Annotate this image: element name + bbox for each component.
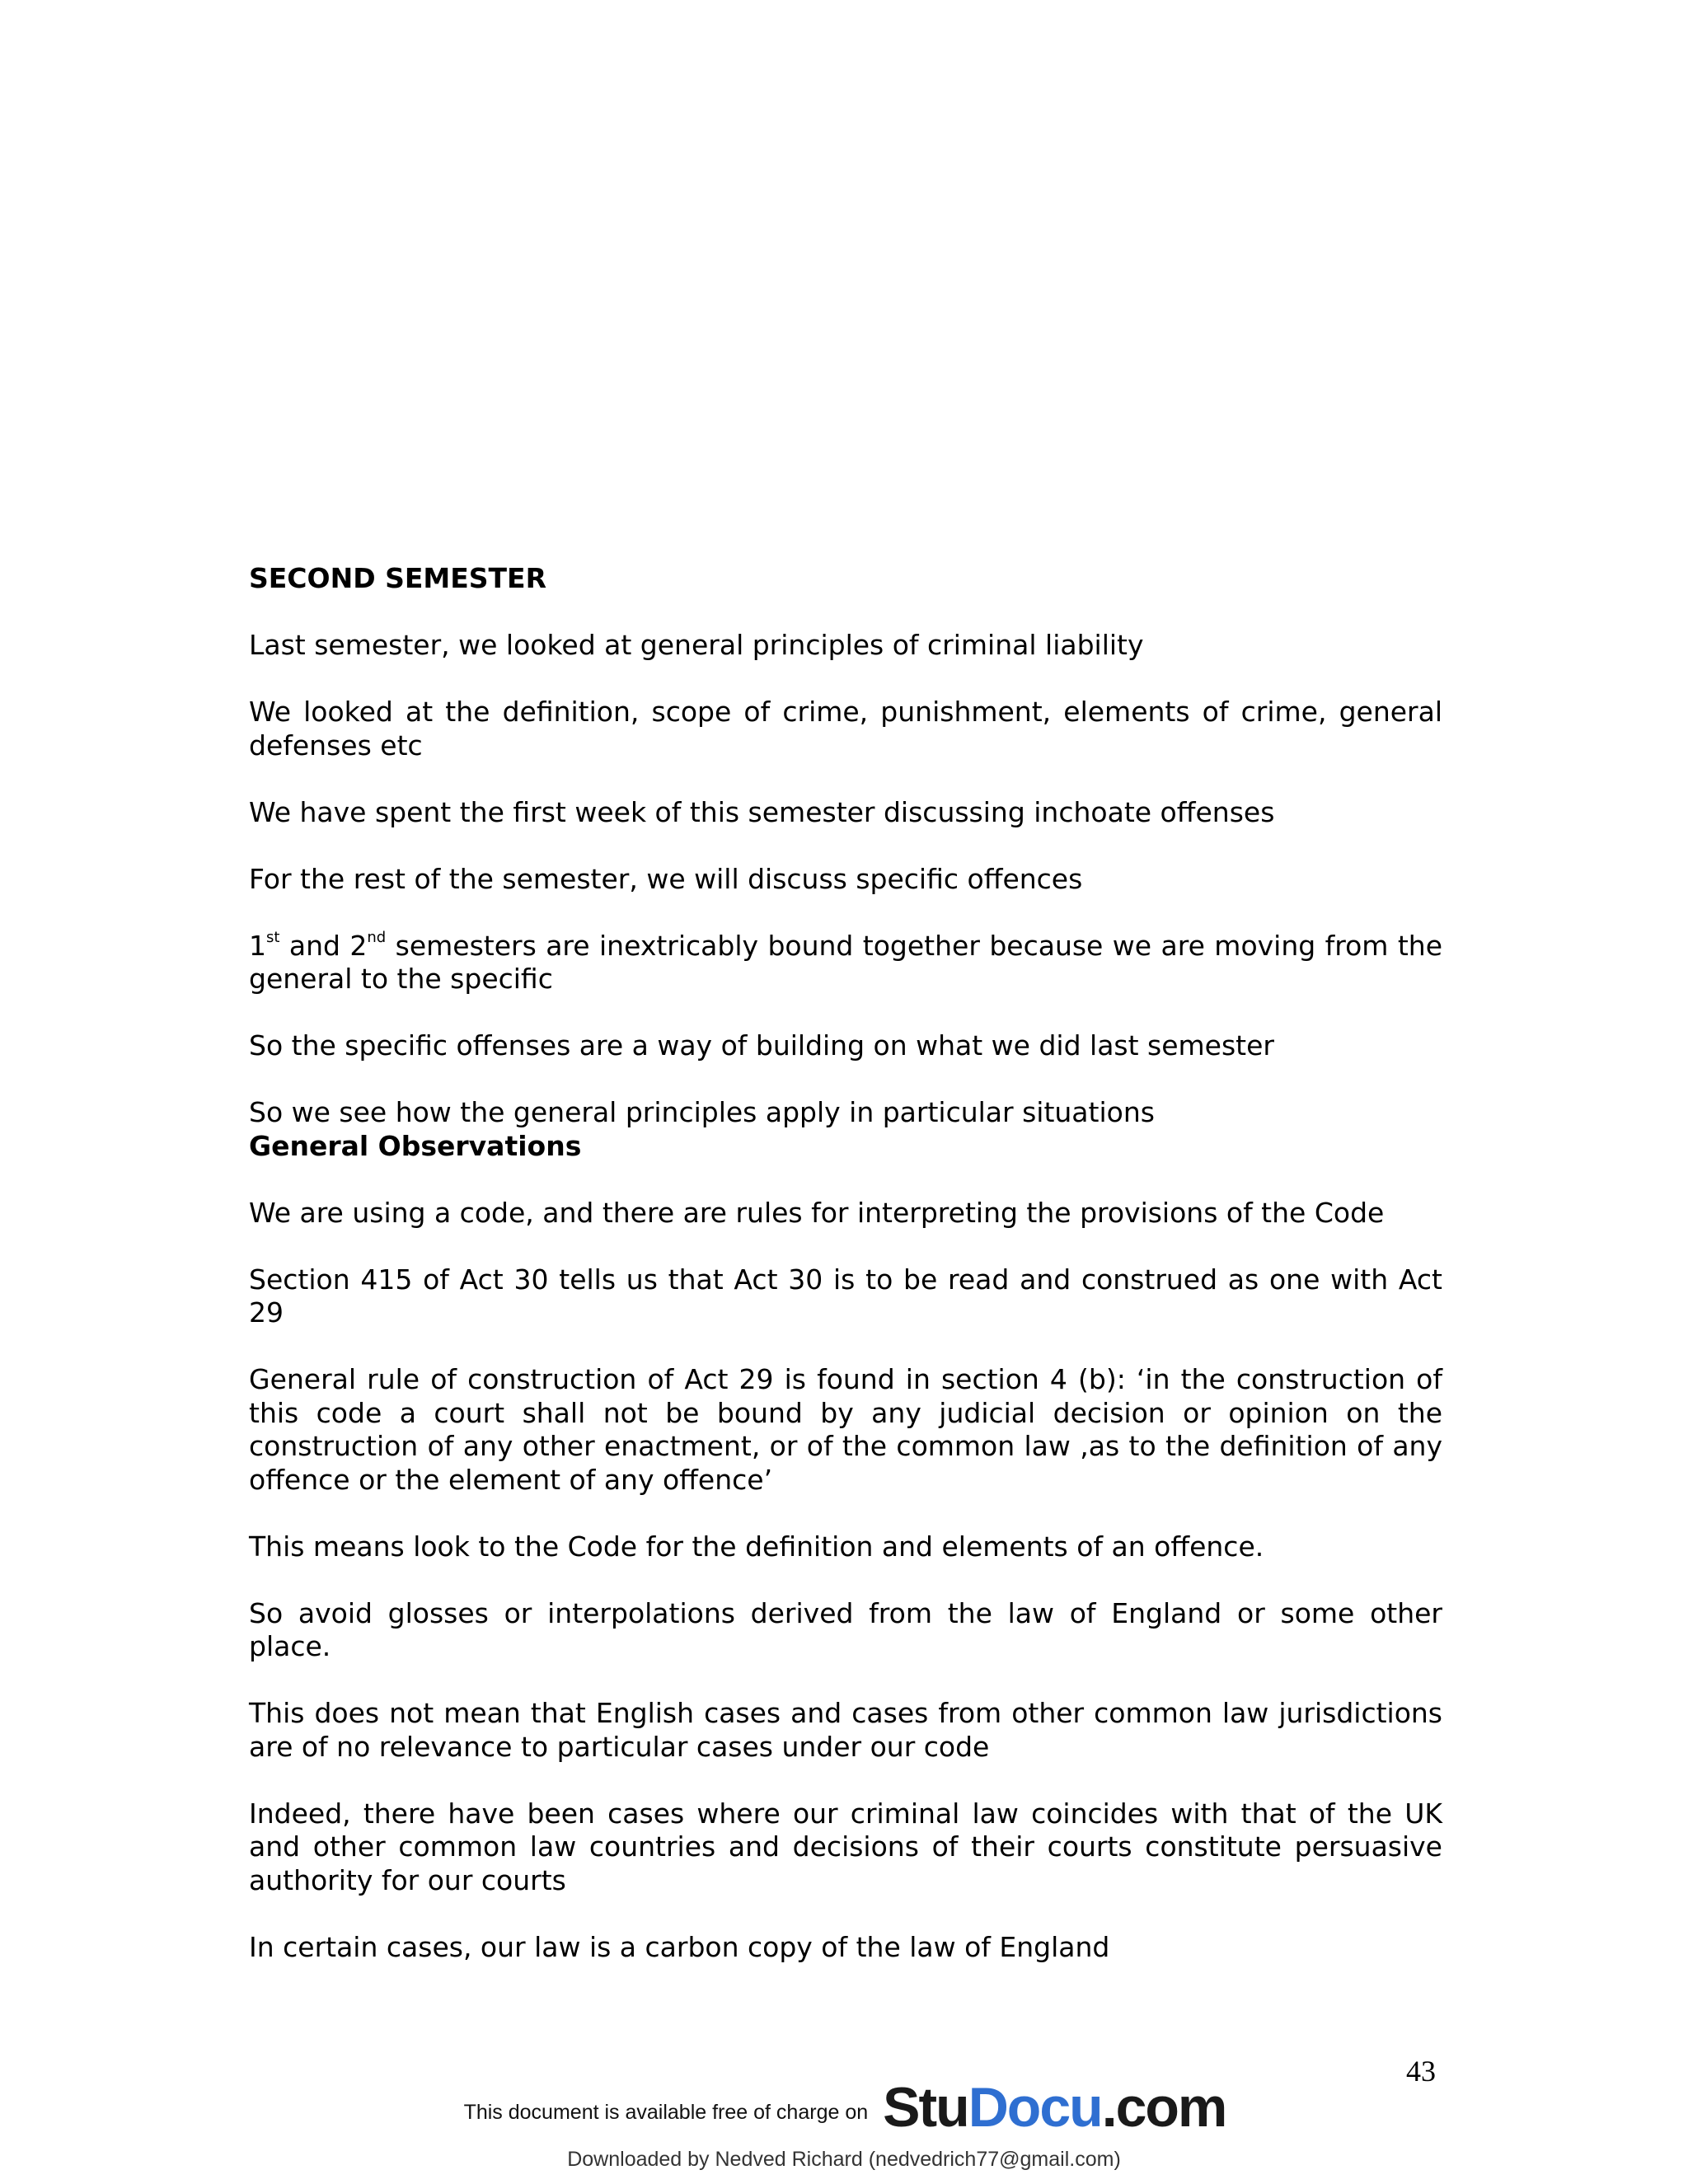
studocu-logo[interactable] (883, 2075, 1226, 2139)
paragraph: Last semester, we looked at general principles of criminal liability (249, 629, 1144, 661)
paragraph-semesters (249, 930, 1442, 996)
logo-part-stu: Stu (883, 2076, 968, 2139)
ordinal-first-number: 1 (249, 929, 266, 962)
logo-part-com: .com (1101, 2076, 1226, 2139)
ordinal-first-suffix: st (266, 928, 280, 946)
paragraph: This does not mean that English cases and cases from other common law jurisdictions are of no relevance to particular cases under our code (249, 1697, 1442, 1763)
section-heading-second-semester: SECOND SEMESTER (249, 562, 547, 594)
paragraph-semesters-rest: semesters are inextricably bound together because we are moving from the general to the specific (249, 929, 1442, 995)
paragraph: We have spent the first week of this semester discussing inchoate offenses (249, 795, 1275, 828)
paragraph: So the specific offenses are a way of building on what we did last semester (249, 1029, 1274, 1062)
document-body (249, 562, 1442, 1998)
page-number: 43 (1406, 2055, 1436, 2088)
paragraph: We looked at the definition, scope of crime, punishment, elements of crime, general defenses etc (249, 696, 1442, 762)
paragraph: In certain cases, our law is a carbon copy of the law of England (249, 1930, 1110, 1963)
paragraph-quote: General rule of construction of Act 29 is found in section 4 (b): ‘in the construction of this code a court shall not be bound by any judicial decision or opinion on the construction of any other enactment, or of the common law ,as to the definition of any offence or the element of any offence’ (249, 1363, 1442, 1496)
logo-part-docu: Docu (968, 2076, 1102, 2139)
paragraph: Section 415 of Act 30 tells us that Act 30 is to be read and construed as one with Act 29 (249, 1263, 1442, 1329)
studocu-banner[interactable] (429, 2070, 1261, 2144)
paragraph: Indeed, there have been cases where our criminal law coincides with that of the UK and other common law countries and decisions of their courts constitute persuasive authority for our courts (249, 1797, 1442, 1896)
ordinal-second-text: and 2 (279, 929, 368, 962)
downloaded-by-notice: Downloaded by Nedved Richard (nedvedrich77@gmail.com) (567, 2148, 1121, 2171)
paragraph: This means look to the Code for the definition and elements of an offence. (249, 1530, 1264, 1563)
ordinal-second-suffix: nd (367, 928, 387, 946)
paragraph: So avoid glosses or interpolations derived from the law of England or some other place. (249, 1596, 1442, 1662)
banner-text: This document is available free of charge on (463, 2100, 869, 2124)
paragraph: We are using a code, and there are rules for interpreting the provisions of the Code (249, 1196, 1385, 1229)
section-heading-general-observations: General Observations (249, 1129, 582, 1162)
paragraph: So we see how the general principles apply in particular situations (249, 1096, 1155, 1128)
paragraph: For the rest of the semester, we will discuss specific offences (249, 862, 1083, 895)
